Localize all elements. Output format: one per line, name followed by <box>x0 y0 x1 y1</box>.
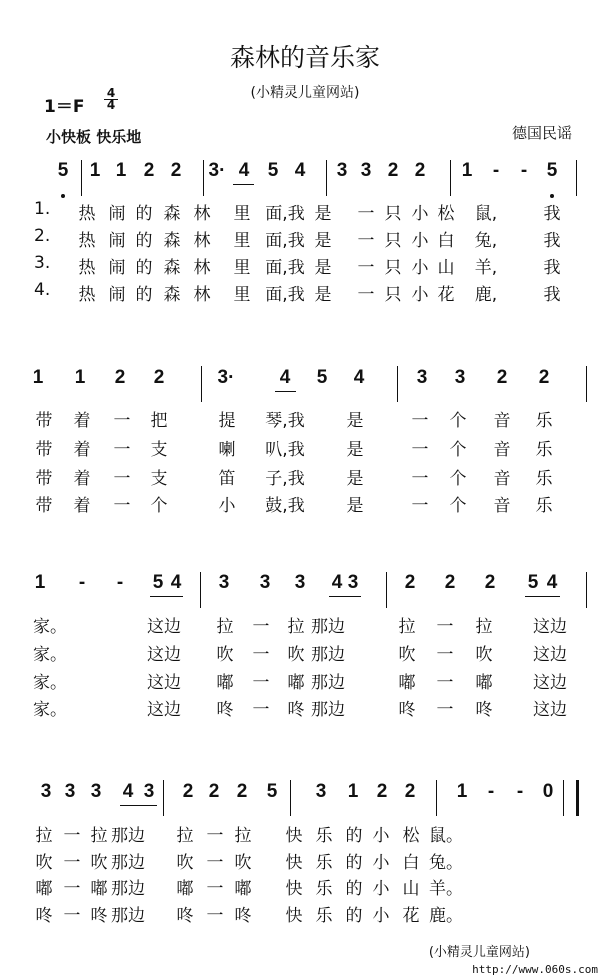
bar-line <box>586 366 587 402</box>
lyric-syllable: 一 <box>252 673 270 693</box>
lyric-syllable: 小 <box>411 204 429 224</box>
time-signature-top: 4 <box>106 86 116 100</box>
lyric-syllable: 小 <box>411 258 429 278</box>
note: 2 <box>236 781 248 802</box>
lyric-syllable: 拉 <box>287 617 305 637</box>
lyric-syllable: 咚 <box>35 906 53 926</box>
note: 1 <box>115 160 127 181</box>
note: 3 <box>360 160 372 181</box>
lyric-syllable: 这边 <box>533 673 567 693</box>
lyric-syllable: 一 <box>113 440 131 460</box>
lyric-syllable: 的 <box>345 879 363 899</box>
lyric-syllable: 林 <box>193 231 211 251</box>
watermark: (小精灵儿童网站) <box>428 945 530 960</box>
lyric-syllable: 家。 <box>33 645 67 665</box>
lyric-syllable: 一 <box>252 617 270 637</box>
lyric-syllable: 着 <box>73 440 91 460</box>
octave-dot <box>550 194 554 198</box>
note: 1 <box>456 781 468 802</box>
lyric-syllable: 一 <box>113 496 131 516</box>
lyric-syllable: 个 <box>449 496 467 516</box>
lyric-syllable: 嘟 <box>475 673 493 693</box>
lyric-syllable: 着 <box>73 411 91 431</box>
lyric-syllable: 带 <box>35 411 53 431</box>
lyric-syllable: 是 <box>346 440 364 460</box>
lyric-syllable: 吹 <box>475 645 493 665</box>
lyric-syllable: 鼠, <box>474 204 498 224</box>
note: 3 <box>454 367 466 388</box>
note: 3 <box>64 781 76 802</box>
note: 2 <box>414 160 426 181</box>
lyric-syllable: 小 <box>218 496 236 516</box>
lyric-syllable: 乐 <box>315 826 333 846</box>
note: 2 <box>496 367 508 388</box>
note: 4 <box>122 781 134 802</box>
lyric-syllable: 是 <box>346 469 364 489</box>
lyric-syllable: 闹 <box>108 258 126 278</box>
bar-line <box>586 572 587 608</box>
lyric-syllable: 快 <box>285 879 303 899</box>
note: 5 <box>316 367 328 388</box>
bar-line <box>163 780 164 816</box>
lyric-syllable: 吹 <box>398 645 416 665</box>
note: 3· <box>217 367 235 388</box>
lyric-syllable: 一 <box>63 826 81 846</box>
lyric-syllable: 喇 <box>218 440 236 460</box>
note: 4 <box>331 572 343 593</box>
beam-underline <box>525 596 560 597</box>
lyric-syllable: 的 <box>135 231 153 251</box>
lyric-syllable: 鹿。 <box>429 906 463 926</box>
lyric-syllable: 叭,我 <box>265 440 305 460</box>
lyric-syllable: 一 <box>411 411 429 431</box>
lyric-syllable: 小 <box>372 826 390 846</box>
note: 4 <box>546 572 558 593</box>
lyric-syllable: 吹 <box>176 853 194 873</box>
lyric-syllable: 的 <box>345 853 363 873</box>
verse-number: 1. <box>34 199 51 219</box>
lyric-syllable: 带 <box>35 440 53 460</box>
bar-line <box>576 160 577 196</box>
note: 1 <box>347 781 359 802</box>
lyric-syllable: 里 <box>233 204 251 224</box>
verse-number: 4. <box>34 280 51 300</box>
lyric-syllable: 一 <box>436 617 454 637</box>
lyric-syllable: 鼠。 <box>429 826 463 846</box>
note: 3 <box>336 160 348 181</box>
bar-line <box>201 366 202 402</box>
lyric-syllable: 我 <box>543 258 561 278</box>
verse-number: 3. <box>34 253 51 273</box>
lyric-syllable: 那边 <box>311 700 345 720</box>
lyric-syllable: 森 <box>163 204 181 224</box>
lyric-syllable: 吹 <box>234 853 252 873</box>
lyric-syllable: 里 <box>233 231 251 251</box>
note: 2 <box>143 160 155 181</box>
lyric-syllable: 那边 <box>311 617 345 637</box>
lyric-syllable: 是 <box>314 204 332 224</box>
beam-underline <box>150 596 183 597</box>
note: 2 <box>484 572 496 593</box>
lyric-syllable: 拉 <box>398 617 416 637</box>
bar-line <box>81 160 82 196</box>
note: 2 <box>170 160 182 181</box>
lyric-syllable: 着 <box>73 496 91 516</box>
lyric-syllable: 一 <box>357 204 375 224</box>
note: 4 <box>238 160 250 181</box>
lyric-syllable: 这边 <box>533 700 567 720</box>
note: 5 <box>267 160 279 181</box>
song-title: 森林的音乐家 <box>229 43 380 72</box>
lyric-syllable: 那边 <box>111 906 145 926</box>
lyric-syllable: 面,我 <box>265 204 305 224</box>
lyric-syllable: 白 <box>402 853 420 873</box>
lyric-syllable: 吹 <box>90 853 108 873</box>
lyric-syllable: 是 <box>314 258 332 278</box>
lyric-syllable: 里 <box>233 285 251 305</box>
lyric-syllable: 个 <box>150 496 168 516</box>
lyric-syllable: 兔。 <box>429 853 463 873</box>
note: 5 <box>527 572 539 593</box>
note: 3 <box>143 781 155 802</box>
lyric-syllable: 嘟 <box>287 673 305 693</box>
time-signature-bottom: 4 <box>106 98 116 112</box>
note: 5 <box>266 781 278 802</box>
lyric-syllable: 一 <box>357 285 375 305</box>
lyric-syllable: 乐 <box>315 879 333 899</box>
lyric-syllable: 拉 <box>90 826 108 846</box>
beam-underline <box>120 805 157 806</box>
lyric-syllable: 的 <box>135 258 153 278</box>
bar-line <box>436 780 437 816</box>
lyric-syllable: 森 <box>163 258 181 278</box>
lyric-syllable: 的 <box>135 204 153 224</box>
lyric-syllable: 一 <box>436 673 454 693</box>
lyric-syllable: 把 <box>150 411 168 431</box>
lyric-syllable: 一 <box>436 700 454 720</box>
time-signature <box>104 88 118 111</box>
note: 4 <box>353 367 365 388</box>
note: 5 <box>152 572 164 593</box>
lyric-syllable: 乐 <box>315 906 333 926</box>
bar-line <box>203 160 204 196</box>
note: 2 <box>153 367 165 388</box>
lyric-syllable: 热 <box>78 285 96 305</box>
note: 3 <box>218 572 230 593</box>
song-subtitle: (小精灵儿童网站) <box>250 85 360 101</box>
lyric-syllable: 一 <box>63 879 81 899</box>
lyric-syllable: 面,我 <box>265 258 305 278</box>
lyric-syllable: 白 <box>437 231 455 251</box>
key-signature: 1＝F <box>44 97 85 117</box>
lyric-syllable: 闹 <box>108 231 126 251</box>
lyric-syllable: 热 <box>78 204 96 224</box>
final-bar-line <box>563 780 564 816</box>
lyric-syllable: 鹿, <box>474 285 498 305</box>
note: 2 <box>404 572 416 593</box>
note: 1 <box>34 572 46 593</box>
note: 1 <box>74 367 86 388</box>
lyric-syllable: 面,我 <box>265 285 305 305</box>
lyric-syllable: 小 <box>372 906 390 926</box>
beam-underline <box>233 184 254 185</box>
lyric-syllable: 拉 <box>176 826 194 846</box>
bar-line <box>290 780 291 816</box>
lyric-syllable: 是 <box>314 285 332 305</box>
lyric-syllable: 兔, <box>474 231 498 251</box>
lyric-syllable: 拉 <box>234 826 252 846</box>
note: 1 <box>461 160 473 181</box>
lyric-syllable: 小 <box>372 879 390 899</box>
lyric-syllable: 这边 <box>147 673 181 693</box>
lyric-syllable: 那边 <box>311 645 345 665</box>
lyric-syllable: 嘟 <box>216 673 234 693</box>
lyric-syllable: 音 <box>493 496 511 516</box>
note: 2 <box>538 367 550 388</box>
lyric-syllable: 咚 <box>234 906 252 926</box>
note: 3 <box>315 781 327 802</box>
lyric-syllable: 一 <box>113 411 131 431</box>
lyric-syllable: 一 <box>252 645 270 665</box>
lyric-syllable: 音 <box>493 440 511 460</box>
lyric-syllable: 小 <box>372 853 390 873</box>
lyric-syllable: 拉 <box>35 826 53 846</box>
note: - <box>492 160 500 181</box>
note: 3 <box>416 367 428 388</box>
note: 2 <box>404 781 416 802</box>
note: 5 <box>57 160 69 181</box>
lyric-syllable: 个 <box>449 469 467 489</box>
lyric-syllable: 个 <box>449 440 467 460</box>
note: - <box>116 572 124 593</box>
lyric-syllable: 那边 <box>111 826 145 846</box>
site-url: http://www.060s.com <box>472 963 598 976</box>
note: 0 <box>542 781 554 802</box>
lyric-syllable: 家。 <box>33 700 67 720</box>
lyric-syllable: 一 <box>252 700 270 720</box>
lyric-syllable: 嘟 <box>398 673 416 693</box>
note: - <box>78 572 86 593</box>
lyric-syllable: 乐 <box>535 469 553 489</box>
lyric-syllable: 的 <box>345 906 363 926</box>
lyric-syllable: 乐 <box>535 440 553 460</box>
lyric-syllable: 羊。 <box>429 879 463 899</box>
lyric-syllable: 面,我 <box>265 231 305 251</box>
lyric-syllable: 琴,我 <box>265 411 305 431</box>
lyric-syllable: 快 <box>285 853 303 873</box>
lyric-syllable: 拉 <box>216 617 234 637</box>
lyric-syllable: 羊, <box>474 258 498 278</box>
lyric-syllable: 森 <box>163 231 181 251</box>
lyric-syllable: 闹 <box>108 204 126 224</box>
lyric-syllable: 我 <box>543 231 561 251</box>
lyric-syllable: 只 <box>384 258 402 278</box>
lyric-syllable: 吹 <box>35 853 53 873</box>
lyric-syllable: 带 <box>35 469 53 489</box>
lyric-syllable: 我 <box>543 285 561 305</box>
lyric-syllable: 嘟 <box>176 879 194 899</box>
note: 3· <box>208 160 226 181</box>
lyric-syllable: 那边 <box>111 853 145 873</box>
lyric-syllable: 花 <box>402 906 420 926</box>
lyric-syllable: 的 <box>345 826 363 846</box>
lyric-syllable: 咚 <box>176 906 194 926</box>
note: 1 <box>32 367 44 388</box>
note: 5 <box>546 160 558 181</box>
lyric-syllable: 热 <box>78 258 96 278</box>
lyric-syllable: 家。 <box>33 673 67 693</box>
lyric-syllable: 山 <box>437 258 455 278</box>
lyric-syllable: 一 <box>206 826 224 846</box>
bar-line <box>450 160 451 196</box>
lyric-syllable: 那边 <box>311 673 345 693</box>
lyric-syllable: 支 <box>150 440 168 460</box>
lyric-syllable: 提 <box>218 411 236 431</box>
lyric-syllable: 咚 <box>90 906 108 926</box>
lyric-syllable: 嘟 <box>234 879 252 899</box>
lyric-syllable: 松 <box>437 204 455 224</box>
lyric-syllable: 森 <box>163 285 181 305</box>
note: 3 <box>40 781 52 802</box>
lyric-syllable: 林 <box>193 258 211 278</box>
lyric-syllable: 咚 <box>398 700 416 720</box>
lyric-syllable: 家。 <box>33 617 67 637</box>
note: - <box>516 781 524 802</box>
note: - <box>487 781 495 802</box>
beam-underline <box>329 596 361 597</box>
lyric-syllable: 个 <box>449 411 467 431</box>
note: 2 <box>376 781 388 802</box>
lyric-syllable: 一 <box>113 469 131 489</box>
lyric-syllable: 乐 <box>535 411 553 431</box>
lyric-syllable: 是 <box>346 411 364 431</box>
lyric-syllable: 只 <box>384 285 402 305</box>
lyric-syllable: 笛 <box>218 469 236 489</box>
lyric-syllable: 乐 <box>535 496 553 516</box>
lyric-syllable: 吹 <box>287 645 305 665</box>
lyric-syllable: 一 <box>206 879 224 899</box>
lyric-syllable: 那边 <box>111 879 145 899</box>
lyric-syllable: 子,我 <box>265 469 305 489</box>
lyric-syllable: 音 <box>493 411 511 431</box>
lyric-syllable: 咚 <box>287 700 305 720</box>
lyric-syllable: 一 <box>63 906 81 926</box>
lyric-syllable: 咚 <box>475 700 493 720</box>
note: 4 <box>294 160 306 181</box>
lyric-syllable: 我 <box>543 204 561 224</box>
lyric-syllable: 鼓,我 <box>265 496 305 516</box>
lyric-syllable: 是 <box>314 231 332 251</box>
lyric-syllable: 拉 <box>475 617 493 637</box>
bar-line <box>397 366 398 402</box>
beam-underline <box>275 391 296 392</box>
bar-line <box>326 160 327 196</box>
lyric-syllable: 花 <box>437 285 455 305</box>
lyric-syllable: 这边 <box>533 617 567 637</box>
lyric-syllable: 嘟 <box>35 879 53 899</box>
lyric-syllable: 一 <box>206 853 224 873</box>
lyric-syllable: 林 <box>193 204 211 224</box>
lyric-syllable: 一 <box>357 231 375 251</box>
bar-line <box>386 572 387 608</box>
lyric-syllable: 一 <box>63 853 81 873</box>
lyric-syllable: 是 <box>346 496 364 516</box>
note: 4 <box>170 572 182 593</box>
lyric-syllable: 这边 <box>147 700 181 720</box>
octave-dot <box>61 194 65 198</box>
lyric-syllable: 着 <box>73 469 91 489</box>
lyric-syllable: 一 <box>436 645 454 665</box>
lyric-syllable: 一 <box>206 906 224 926</box>
lyric-syllable: 热 <box>78 231 96 251</box>
note: 3 <box>294 572 306 593</box>
lyric-syllable: 一 <box>411 496 429 516</box>
lyric-syllable: 松 <box>402 826 420 846</box>
tempo-marking: 小快板 快乐地 <box>46 128 142 146</box>
note: 3 <box>90 781 102 802</box>
note: 2 <box>182 781 194 802</box>
lyric-syllable: 咚 <box>216 700 234 720</box>
lyric-syllable: 乐 <box>315 853 333 873</box>
lyric-syllable: 一 <box>411 440 429 460</box>
lyric-syllable: 这边 <box>147 645 181 665</box>
lyric-syllable: 快 <box>285 906 303 926</box>
lyric-syllable: 小 <box>411 231 429 251</box>
lyric-syllable: 这边 <box>533 645 567 665</box>
note: - <box>520 160 528 181</box>
composer-credit: 德国民谣 <box>512 124 573 142</box>
note: 2 <box>387 160 399 181</box>
final-bar-line <box>576 780 579 816</box>
lyric-syllable: 音 <box>493 469 511 489</box>
bar-line <box>200 572 201 608</box>
note: 3 <box>259 572 271 593</box>
lyric-syllable: 山 <box>402 879 420 899</box>
note: 2 <box>114 367 126 388</box>
lyric-syllable: 快 <box>285 826 303 846</box>
lyric-syllable: 闹 <box>108 285 126 305</box>
lyric-syllable: 里 <box>233 258 251 278</box>
lyric-syllable: 这边 <box>147 617 181 637</box>
lyric-syllable: 小 <box>411 285 429 305</box>
lyric-syllable: 支 <box>150 469 168 489</box>
lyric-syllable: 吹 <box>216 645 234 665</box>
lyric-syllable: 嘟 <box>90 879 108 899</box>
lyric-syllable: 的 <box>135 285 153 305</box>
note: 2 <box>208 781 220 802</box>
note: 4 <box>279 367 291 388</box>
note: 2 <box>444 572 456 593</box>
note: 3 <box>347 572 359 593</box>
lyric-syllable: 一 <box>411 469 429 489</box>
lyric-syllable: 只 <box>384 204 402 224</box>
lyric-syllable: 一 <box>357 258 375 278</box>
lyric-syllable: 林 <box>193 285 211 305</box>
lyric-syllable: 带 <box>35 496 53 516</box>
verse-number: 2. <box>34 226 51 246</box>
note: 1 <box>89 160 101 181</box>
lyric-syllable: 只 <box>384 231 402 251</box>
